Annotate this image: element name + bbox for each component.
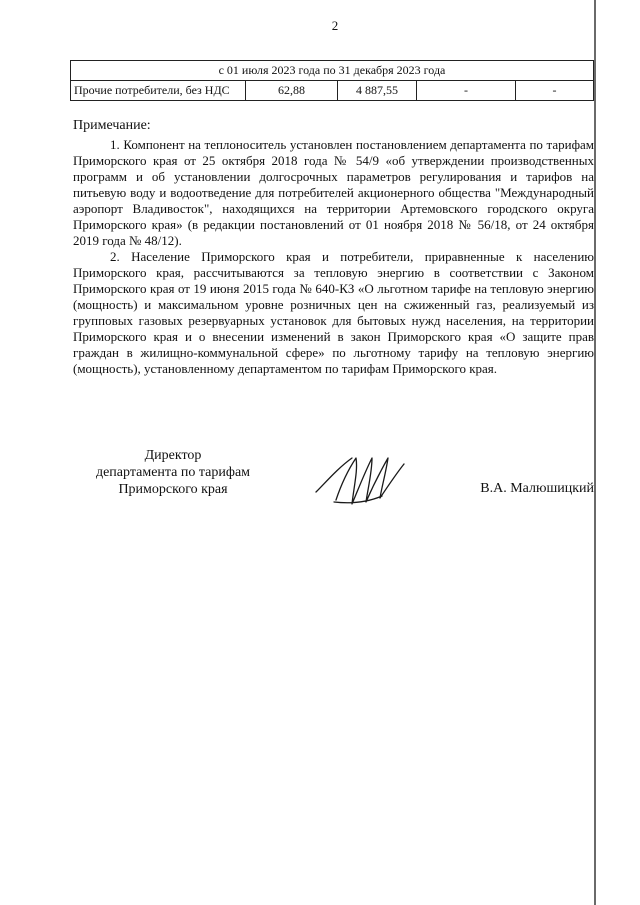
signer-position-line2: департамента по тарифам	[95, 465, 251, 480]
notes-section	[73, 118, 594, 377]
signer-position-line1: Директор	[144, 448, 202, 463]
value4-cell: -	[516, 81, 594, 101]
table-row	[71, 81, 594, 101]
value3-cell: -	[417, 81, 516, 101]
signer-name: В.А. Малюшицкий	[480, 481, 594, 496]
handwritten-signature	[312, 452, 412, 512]
tariff-table	[70, 60, 594, 101]
value1-cell: 62,88	[246, 81, 338, 101]
value2-cell: 4 887,55	[338, 81, 417, 101]
signer-position-line3: Приморского края	[118, 482, 228, 497]
page-number: 2	[331, 18, 339, 33]
period-cell: с 01 июля 2023 года по 31 декабря 2023 года	[71, 61, 594, 81]
table-period-row	[71, 61, 594, 81]
consumer-cell: Прочие потребители, без НДС	[71, 81, 246, 101]
notes-title: Примечание:	[73, 118, 151, 133]
note-item-2: 2. Население Приморского края и потребители, приравненные к населению Приморского края, рассчитываются за тепловую энергию в соответствии с Законом Приморского края от 19 июня 2015 года № 640-КЗ «О льготном тарифе на тепловую энергию (мощность) и максимальном уровне розничных цен на сжиженный газ, реализуемый из групповых газовых резервуарных установок для бытовых нужд населения, на территории Приморского края и о внесении изменений в закон Приморского края «О защите прав граждан в жилищно-коммунальной сфере» по льготному тарифу на тепловую энергию (мощность), установленному департаментом по тарифам Приморского края.	[73, 249, 594, 376]
signer-position	[73, 447, 273, 498]
page-edge-line	[594, 0, 596, 905]
note-item-1: 1. Компонент на теплоноситель установлен постановлением департамента по тарифам Приморского края от 25 октября 2018 года № 54/9 «об утверждении производственных программ и об установлении долгосрочных параметров регулирования и тарифов на питьевую воду и водоотведение для потребителей акционерного общества "Международный аэропорт Владивосток", находящихся на территории Артемовского городского округа Приморского края» (в редакции постановлений от 01 ноября 2018 № 56/18, от 24 октября 2019 года № 48/12).	[73, 137, 594, 248]
